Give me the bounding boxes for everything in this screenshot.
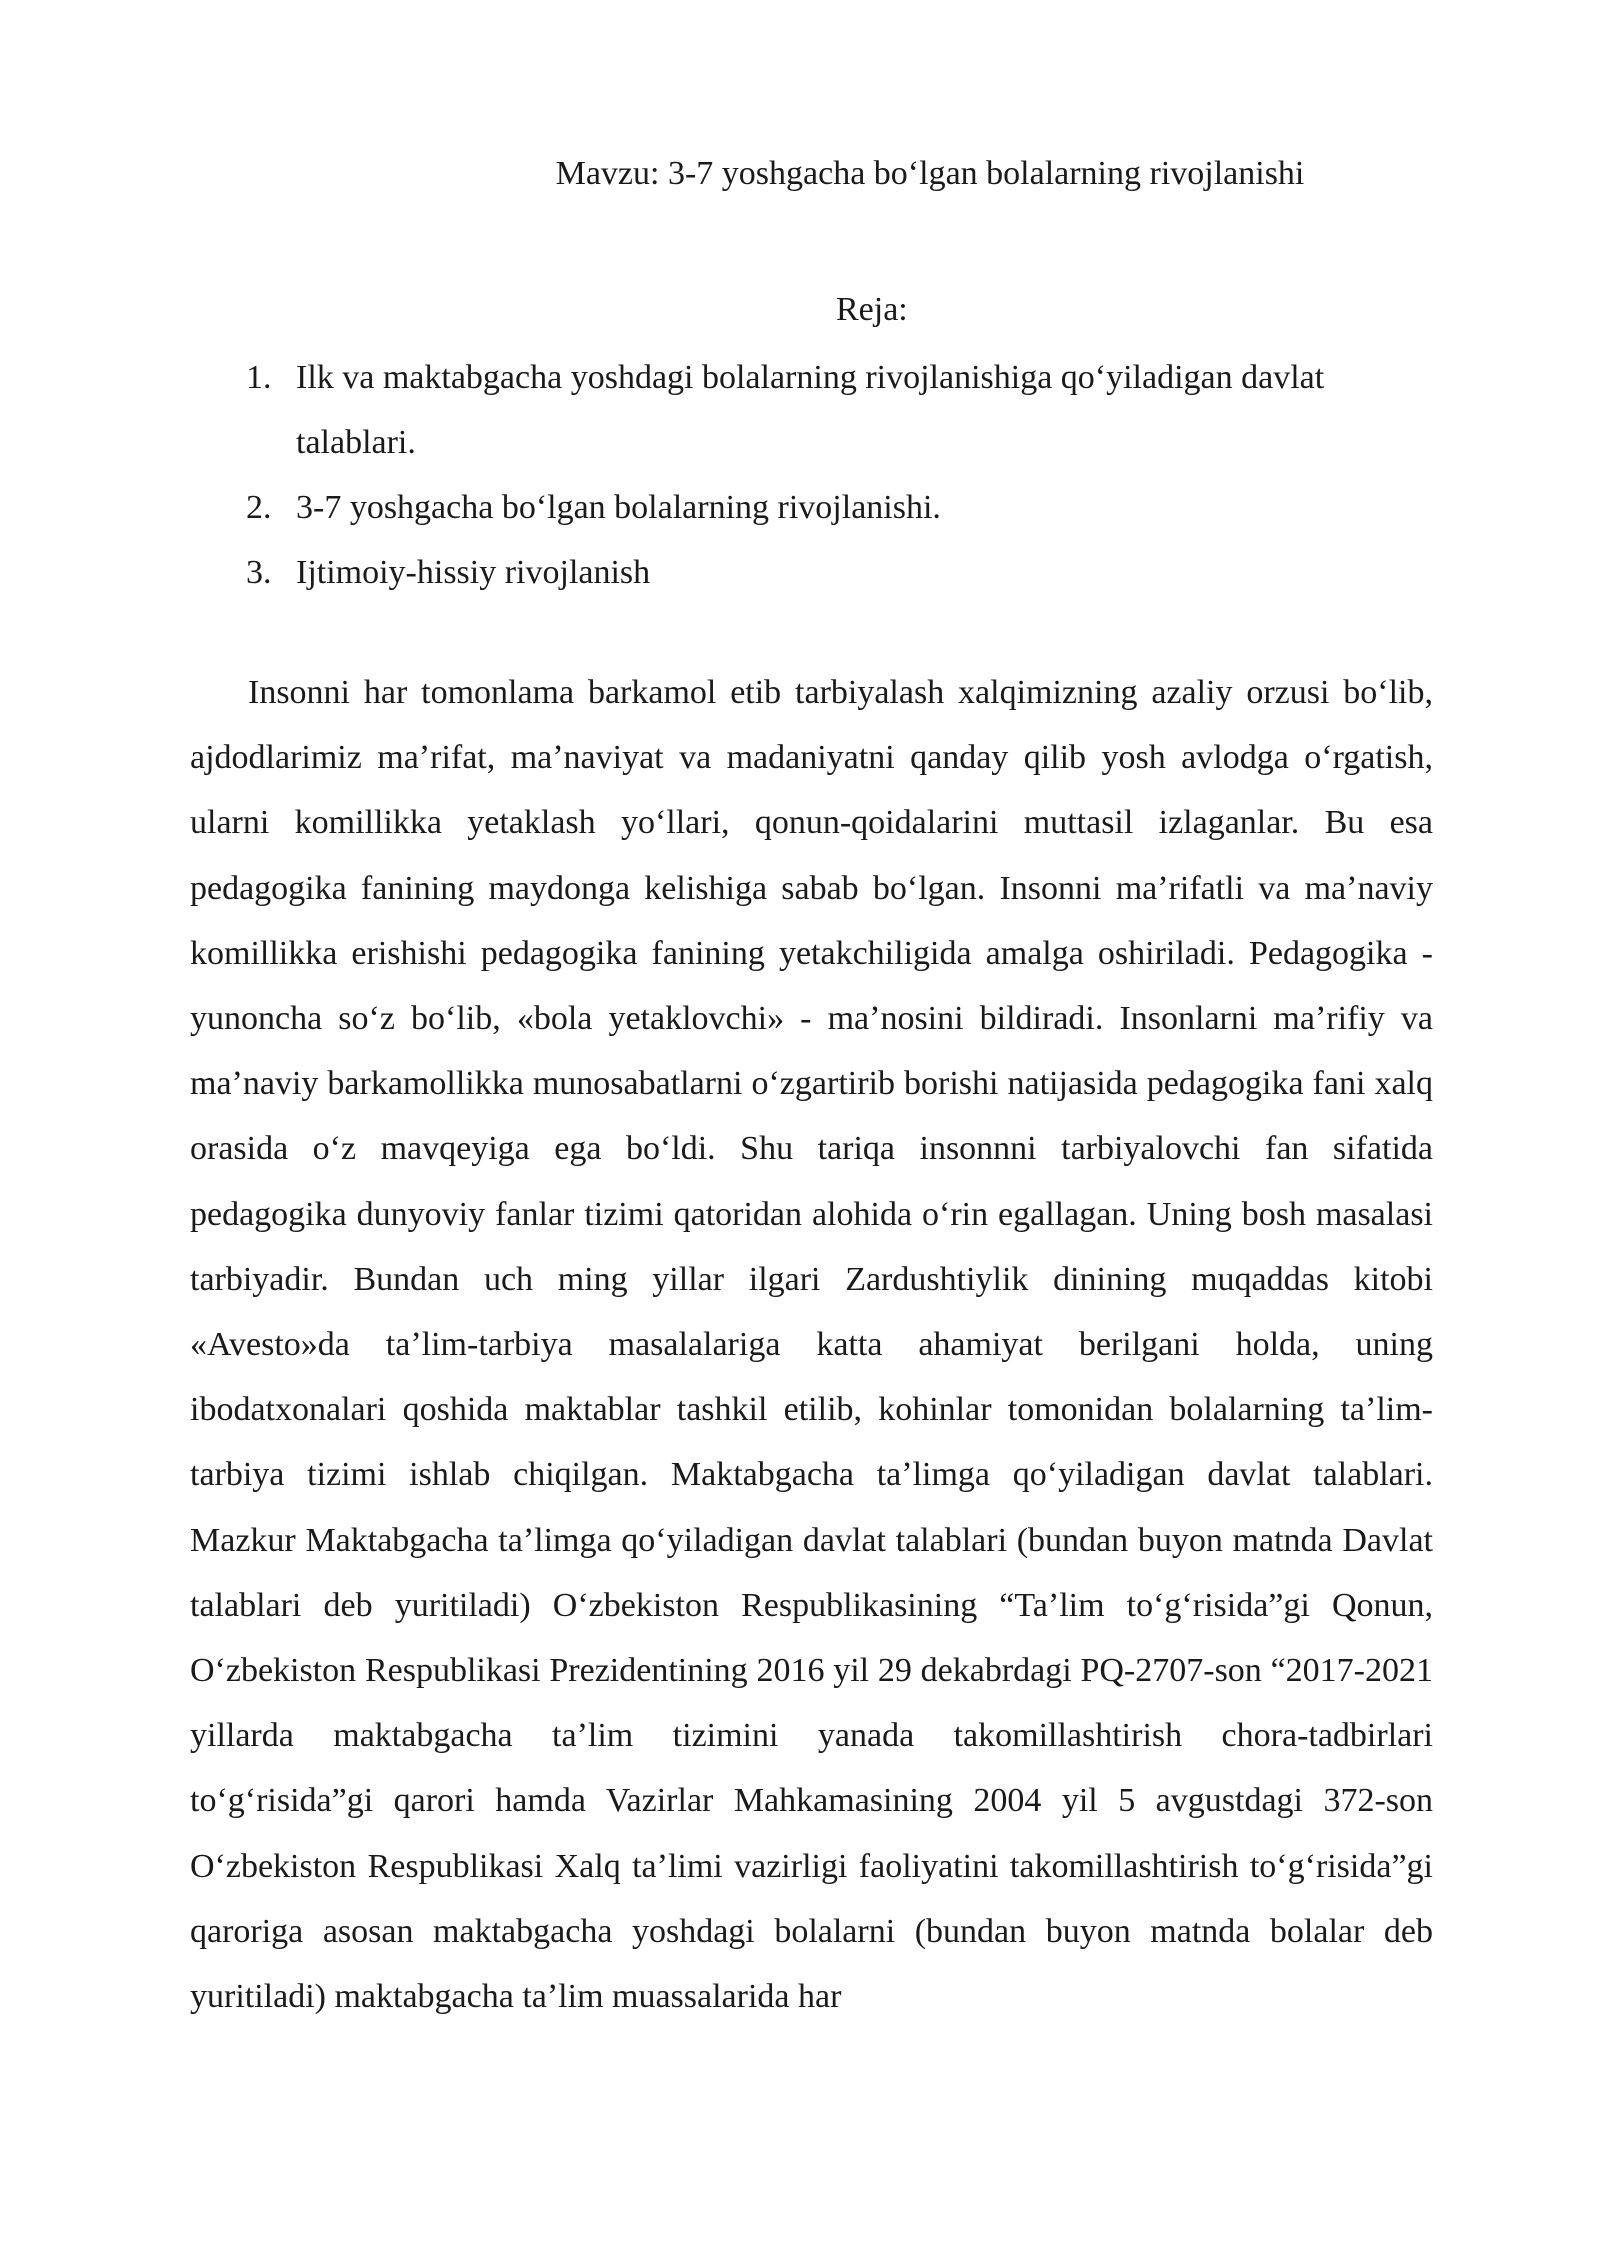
plan-item	[246, 540, 1436, 605]
plan-heading: Reja:	[836, 291, 908, 328]
plan-item	[246, 475, 1436, 540]
plan-item	[246, 345, 1436, 475]
plan-item-number: 3.	[246, 554, 272, 591]
plan-item-number: 2.	[246, 489, 272, 526]
plan-list	[246, 345, 1436, 605]
body-paragraph: Insonni har tomonlama barkamol etib tarbiyalash xalqimizning azaliy orzusi boʻlib, ajdodlarimiz maʼrifat, maʼnaviyat va madaniyatni qanday qilib yosh avlodga oʻrgatish, ularni komillikka yetaklash yoʻllari, qonun-qoidalarini muttasil izlaganlar. Bu esa pedagogika fanining maydonga kelishiga sabab boʻlgan. Insonni maʼrifatli va maʼnaviy komillikka erishishi pedagogika fanining yetakchiligida amalga oshiriladi. Pedagogika - yunoncha soʻz boʻlib, «bola yetaklovchi» - maʼnosini bildiradi. Insonlarni maʼrifiy va maʼnaviy barkamollikka munosabatlarni oʻzgartirib borishi natijasida pedagogika fani xalq orasida oʻz mavqeyiga ega boʻldi. Shu tariqa insonnni tarbiyalovchi fan sifatida pedagogika dunyoviy fanlar tizimi qatoridan alohida oʻrin egallagan. Uning bosh masalasi tarbiyadir. Bundan uch ming yillar ilgari Zardushtiylik dinining muqaddas kitobi «Avesto»da taʼlim-tarbiya masalalariga katta ahamiyat berilgani holda, uning ibodatxonalari qoshida maktablar tashkil etilib, kohinlar tomonidan bolalarning taʼlim-tarbiya tizimi ishlab chiqilgan. Maktabgacha taʼlimga qoʻyiladigan davlat talablari. Mazkur Maktabgacha taʼlimga qoʻyiladigan davlat talablari (bundan buyon matnda Davlat talablari deb yuritiladi) Oʻzbekiston Respublikasining “Taʼlim toʻgʻrisida”gi Qonun, Oʻzbekiston Respublikasi Prezidentining 2016 yil 29 dekabrdagi PQ-2707-son “2017-2021 yillarda maktabgacha taʼlim tizimini yanada takomillashtirish chora-tadbirlari toʻgʻrisida”gi qarori hamda Vazirlar Mahkamasining 2004 yil 5 avgustdagi 372-son Oʻzbekiston Respublikasi Xalq taʼlimi vazirligi faoliyatini takomillashtirish toʻgʻrisida”gi qaroriga asosan maktabgacha yoshdagi bolalarni (bundan buyon matnda bolalar deb yuritiladi) maktabgacha taʼlim muassalarida har	[190, 674, 1433, 2016]
plan-item-text: 3-7 yoshgacha boʻlgan bolalarning rivojlanishi.	[296, 489, 941, 526]
plan-item-number: 1.	[246, 359, 272, 396]
plan-item-text: Ijtimoiy-hissiy rivojlanish	[296, 554, 651, 591]
document-title: Mavzu: 3-7 yoshgacha boʻlgan bolalarning rivojlanishi	[555, 155, 1305, 192]
plan-item-text: Ilk va maktabgacha yoshdagi bolalarning rivojlanishiga qoʻyiladigan davlat talablari.	[296, 359, 1325, 461]
